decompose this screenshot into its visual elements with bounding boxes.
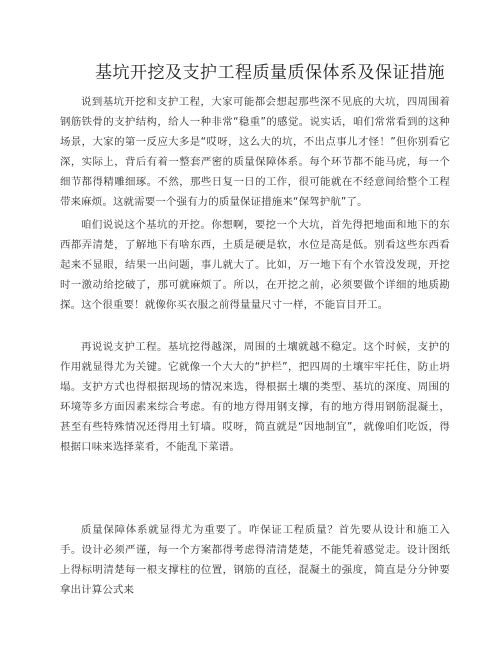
paragraph-excavation: 咱们说说这个基坑的开挖。你想啊，要挖一个大坑，首先得把地面和地下的东西都弄清楚，了解地下有啥东西，土质是硬是软，水位是高是低。别看这些东西看起来不显眼，结果一出问题，事儿就大了。比如，万一地下有个水管没发现，开挖时一激动给挖破了，那可就麻烦了。所以，在开挖之前，必须要做个详细的地质勘探。这个很重要！就像你买衣服之前得量量尺寸一样，不能盲目开工。 bbox=[60, 219, 450, 311]
document-title: 基坑开挖及支护工程质量质保体系及保证措施 bbox=[95, 63, 445, 83]
paragraph-quality: 质量保障体系就显得尤为重要了。咋保证工程质量？首先要从设计和施工入手。设计必须严谨，每一个方案都得考虑得清清楚楚，不能凭着感觉走。设计图纸上得标明清楚每一根支撑柱的位置，钢筋的直径，混凝土的强度，简直是分分钟要拿出计算公式来 bbox=[60, 524, 450, 596]
paragraph-intro: 说到基坑开挖和支护工程，大家可能都会想起那些深不见底的大坑，四周围着钢筋铁骨的支护结构，给人一种非常“稳重”的感觉。说实话，咱们常常看到的这种场景，大家的第一反应大多是“哎呀，这么大的坑，不出点事儿才怪！”但你别看它深，实际上，背后有着一整套严密的质量保障体系。每个环节都不能马虎，每一个细节都得精雕细琢。不然，那些日复一日的工作，很可能就在不经意间给整个工程带来麻烦。这就需要一个强有力的质量保证措施来“保驾护航”了。 bbox=[60, 96, 450, 208]
paragraph-support: 再说说支护工程。基坑挖得越深，周围的土壤就越不稳定。这个时候，支护的作用就显得尤为关键。它就像一个大大的“护栏”，把四周的土壤牢牢托住，防止坍塌。支护方式也得根据现场的情况来选，得根据土壤的类型、基坑的深度、周围的环境等多方面因素来综合考虑。有的地方得用钢支撑，有的地方得用钢筋混凝土，甚至有些特殊情况还得用土钉墙。哎呀，简直就是“因地制宜”，就像咱们吃饭，得根据口味来选择菜肴，不能乱下菜谱。 bbox=[60, 341, 450, 453]
